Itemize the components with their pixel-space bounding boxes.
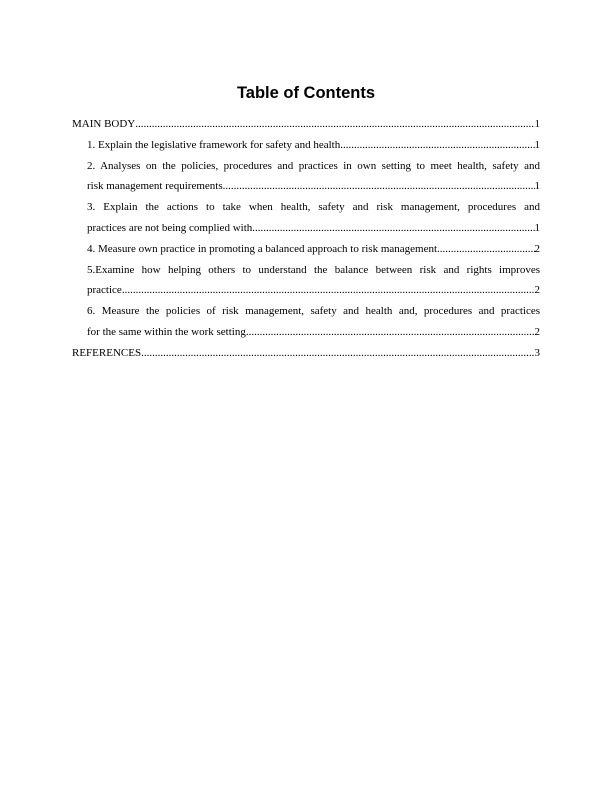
toc-entry-label: REFERENCES [72, 346, 142, 359]
toc-entry-risk-and-rights[interactable] [72, 260, 540, 302]
toc-entry-text-line: 3. Explain the actions to take when health, safety and risk management, procedures and [87, 201, 540, 214]
dot-leader [223, 176, 535, 197]
toc-entry-page-number: 2 [534, 242, 540, 255]
toc-entry-leader-line [87, 135, 540, 156]
toc-entry-label: MAIN BODY [72, 118, 136, 130]
toc-entry-text-line: 6. Measure the policies of risk management, safety and health and, procedures and practices [87, 305, 540, 318]
toc-entry-page-number: 2 [534, 325, 540, 338]
toc-entry-text-line: 2. Analyses on the policies, procedures and practices in own setting to meet health, safety and [87, 159, 540, 172]
toc-entry-balanced-approach[interactable] [72, 239, 540, 260]
toc-entry-leader-line [87, 218, 540, 239]
toc-entry-page-number: 2 [534, 284, 540, 297]
toc-entry-leader-line [72, 343, 540, 364]
toc-entry-text-line: 5.Examine how helping others to understand the balance between risk and rights improves [87, 263, 540, 276]
toc-entry-measure-policies[interactable] [72, 301, 540, 343]
toc-entry-policies-procedures[interactable] [72, 156, 540, 198]
dot-leader [141, 343, 534, 364]
toc-entry-label: 1. Explain the legislative framework for safety and health [87, 138, 341, 151]
toc-entry-page-number: 3 [534, 346, 540, 359]
toc-entry-page-number: 1 [534, 118, 540, 130]
toc-entry-legislative-framework[interactable] [72, 135, 540, 156]
toc-entry-leader-line [72, 114, 540, 135]
toc-title: Table of Contents [236, 84, 376, 102]
toc-entry-references[interactable] [72, 343, 540, 364]
toc-entry-label: risk management requirements [87, 180, 223, 193]
dot-leader [340, 135, 534, 156]
toc-entry-leader-line [87, 322, 540, 343]
toc-entry-label: for the same within the work setting [87, 325, 246, 338]
dot-leader [437, 239, 534, 260]
dot-leader [252, 218, 534, 239]
toc-entry-leader-line [87, 280, 540, 301]
toc-entry-label: practice [87, 284, 122, 297]
dot-leader [135, 114, 534, 135]
toc-entry-label: practices are not being complied with [87, 221, 253, 234]
dot-leader [246, 322, 535, 343]
toc-entry-leader-line [87, 176, 540, 197]
toc-entry-main-body[interactable] [72, 114, 540, 135]
toc-entry-actions-non-compliance[interactable] [72, 197, 540, 239]
toc-entry-leader-line [87, 239, 540, 260]
toc-entry-page-number: 1 [534, 138, 540, 151]
dot-leader [122, 280, 535, 301]
toc-entry-label: 4. Measure own practice in promoting a balanced approach to risk management [87, 242, 438, 255]
table-of-contents [72, 114, 540, 364]
toc-entry-page-number: 1 [534, 221, 540, 234]
toc-entry-page-number: 1 [534, 180, 540, 193]
